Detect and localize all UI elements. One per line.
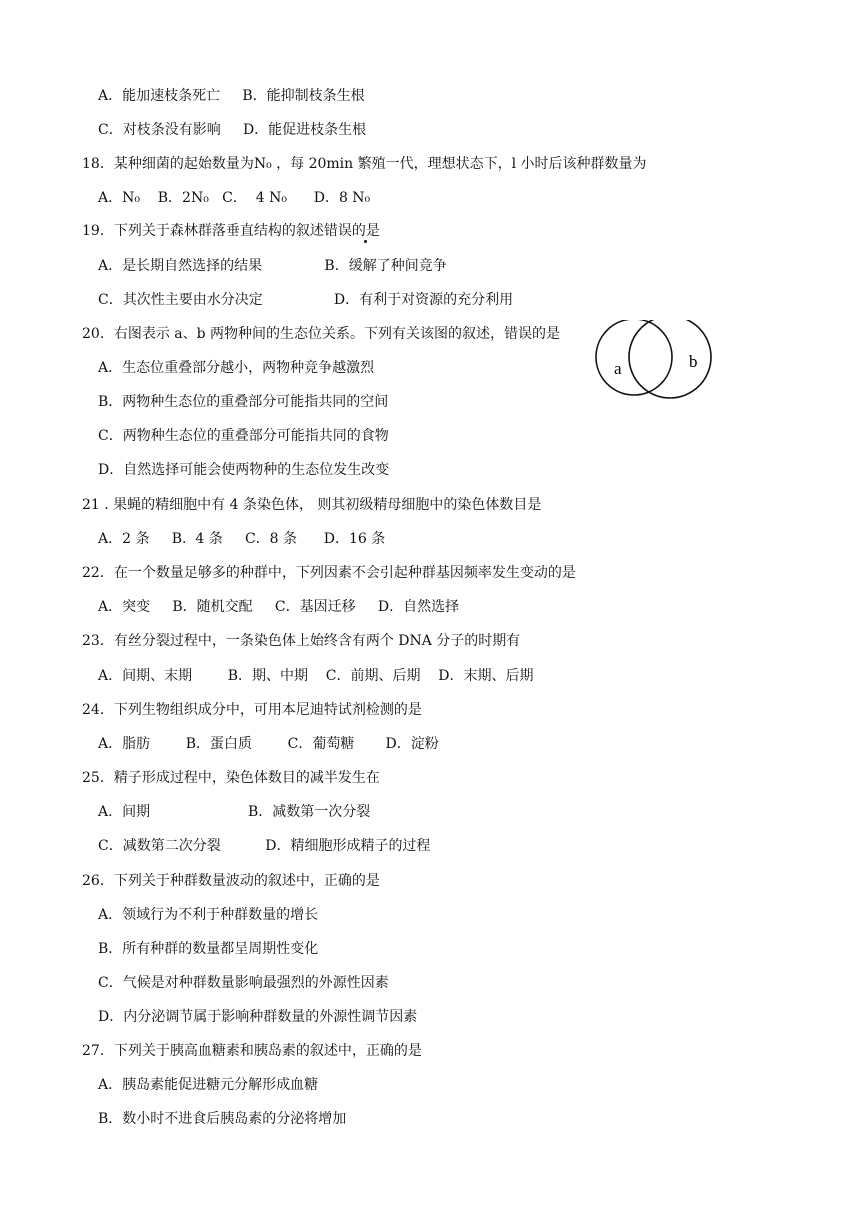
option-line: C．对枝条没有影响 D．能促进枝条生根 [98,122,367,138]
question-25: 25．精子形成过程中，染色体数目的减半发生在 [82,770,380,786]
circle-a [596,320,672,395]
question-26: 26．下列关于种群数量波动的叙述中，正确的是 [82,873,380,889]
option-line: A．脂肪 B．蛋白质 C．葡萄糖 D．淀粉 [98,736,439,752]
option-line: B．两物种生态位的重叠部分可能指共同的空间 [98,394,389,410]
circle-b [629,320,711,398]
label-b: b [689,352,698,371]
question-20: 20．右图表示 a、b 两物种间的生态位关系。下列有关该图的叙述，错误的是 [82,326,561,342]
option-line: D．自然选择可能会使两物种的生态位发生改变 [98,462,390,478]
option-line: A．是长期自然选择的结果 B．缓解了种间竞争 [98,258,447,274]
option-line: C．两物种生态位的重叠部分可能指共同的食物 [98,428,389,444]
option-line: A．领域行为不利于种群数量的增长 [98,907,319,923]
option-line: B．所有种群的数量都呈周期性变化 [98,941,319,957]
question-21: 21 . 果蝇的精细胞中有 4 条染色体， 则其初级精母细胞中的染色体数目是 [82,497,542,513]
venn-diagram [592,320,717,400]
option-line: A．胰岛素能促进糖元分解形成血糖 [98,1077,319,1093]
option-line: A．能加速枝条死亡 B．能抑制枝条生根 [98,88,365,104]
option-line: A．突变 B．随机交配 C．基因迁移 D．自然选择 [98,599,460,615]
option-line: A．间期 B．减数第一次分裂 [98,804,371,820]
option-line: A．2 条 B. 4 条 C．8 条 D．16 条 [98,531,386,547]
question-27: 27．下列关于胰高血糖素和胰岛素的叙述中，正确的是 [82,1043,422,1059]
emphasis-dot [364,240,367,243]
question-22: 22．在一个数量足够多的种群中，下列因素不会引起种群基因频率发生变动的是 [82,565,576,581]
option-line: A．间期、末期 B．期、中期 C．前期、后期 D．末期、后期 [98,668,534,684]
question-18: 18．某种细菌的起始数量为N₀ ，每 20min 繁殖一代，理想状态下，l 小时后该种群数量为 [82,156,647,172]
option-line: C．减数第二次分裂 D．精细胞形成精子的过程 [98,838,431,854]
question-24: 24．下列生物组织成分中，可用本尼迪特试剂检测的是 [82,702,422,718]
option-line: C．其次性主要由水分决定 D．有利于对资源的充分利用 [98,292,514,308]
option-line: D．内分泌调节属于影响种群数量的外源性调节因素 [98,1009,418,1025]
question-19: 19．下列关于森林群落垂直结构的叙述错误的是 [82,223,380,239]
option-line: B．数小时不进食后胰岛素的分泌将增加 [98,1111,347,1127]
label-a: a [614,359,622,378]
option-line: C．气候是对种群数量影响最强烈的外源性因素 [98,975,389,991]
option-line: A．生态位重叠部分越小，两物种竞争越激烈 [98,360,375,376]
option-line: A．N₀ B．2N₀ C． 4 N₀ D．8 N₀ [98,190,371,206]
question-23: 23．有丝分裂过程中，一条染色体上始终含有两个 DNA 分子的时期有 [82,633,521,649]
